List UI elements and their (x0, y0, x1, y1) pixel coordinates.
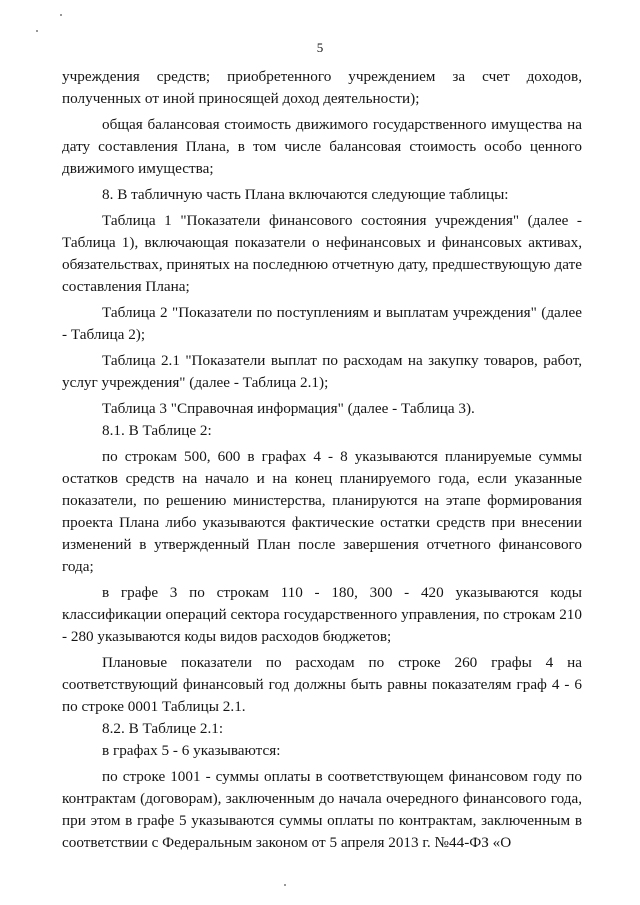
scan-speck (284, 884, 286, 886)
paragraph-section-8-2: 8.2. В Таблице 2.1: (102, 720, 224, 737)
paragraph-rows-500-600: по строкам 500, 600 в графах 4 - 8 указываются планируемые суммы остатков средств на начало и на конец планируемого года, если указанные показатели, по решению министерства, планируются на этапе формирования проекта Плана либо указываются фактические остатки средств при внесении изменений в утвержденный План после завершения отчетного финансового года; (62, 448, 582, 575)
paragraph-balance-value: общая балансовая стоимость движимого государственного имущества на дату составления Плана, в том числе балансовая стоимость особо ценного движимого имущества; (62, 116, 582, 177)
paragraph-table-2: Таблица 2 "Показатели по поступлениям и выплатам учреждения" (далее - Таблица 2); (62, 304, 582, 343)
page-number: 5 (316, 40, 324, 55)
paragraph-section-8: 8. В табличную часть Плана включаются следующие таблицы: (102, 186, 509, 203)
scan-speck (36, 30, 38, 32)
scan-speck (60, 14, 62, 16)
paragraph-columns-5-6: в графах 5 - 6 указываются: (102, 742, 281, 759)
paragraph-planned-expenses: Плановые показатели по расходам по строке 260 графы 4 на соответствующий финансовый год должны быть равны показателям граф 4 - 6 по строке 0001 Таблицы 2.1. (62, 654, 582, 715)
paragraph-section-8-1: 8.1. В Таблице 2: (102, 422, 212, 439)
paragraph-table-1: Таблица 1 "Показатели финансового состояния учреждения" (далее - Таблица 1), включающая показатели о нефинансовых и финансовых активах, обязательствах, принятых на последнюю отчетную дату, предшествующую дате составления Плана; (62, 212, 582, 295)
paragraph-row-1001: по строке 1001 - суммы оплаты в соответствующем финансовом году по контрактам (договорам), заключенным до начала очередного финансового года, при этом в графе 5 указываются суммы оплаты по контрактам, заключенным в соответствии с Федеральным законом от 5 апреля 2013 г. №44-ФЗ «О (62, 768, 582, 851)
paragraph-table-2-1: Таблица 2.1 "Показатели выплат по расходам на закупку товаров, работ, услуг учреждения" (далее - Таблица 2.1); (62, 352, 582, 391)
paragraph-column-3-codes: в графе 3 по строкам 110 - 180, 300 - 420 указываются коды классификации операций сектора государственного управления, по строкам 210 - 280 указываются коды видов расходов бюджетов; (62, 584, 582, 645)
paragraph-continuation: учреждения средств; приобретенного учреждением за счет доходов, полученных от иной приносящей доход деятельности); (62, 68, 582, 107)
document-body (62, 66, 582, 854)
paragraph-table-3: Таблица 3 "Справочная информация" (далее - Таблица 3). (102, 400, 475, 417)
